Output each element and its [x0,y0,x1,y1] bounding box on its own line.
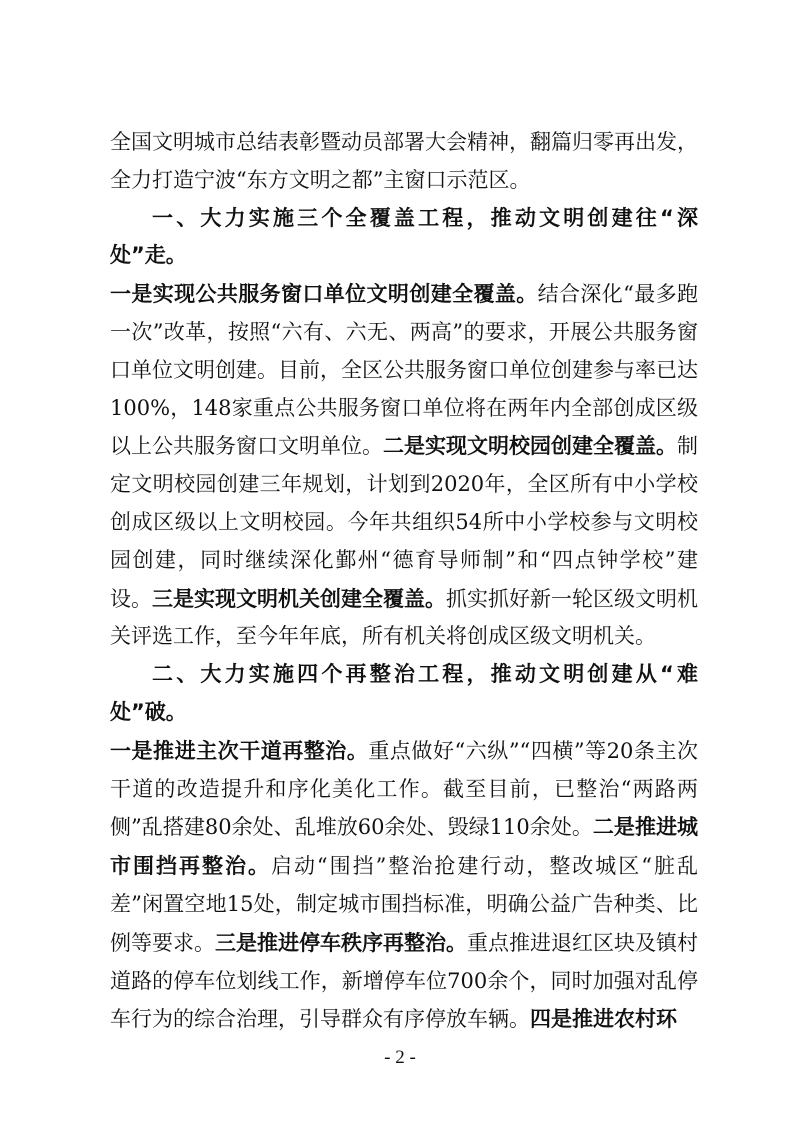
section-1-text-2: 制定文明校园创建三年规划，计划到2020年，全区所有中小学校创成区级以上文明校园。今年共组织54所中小学校参与文明校园创建，同时继续深化鄞州“德育导师制”和“四点钟学校”建设。 [110,434,698,611]
section-1-lead-1: 一是实现公共服务窗口单位文明创建全覆盖。 [110,281,538,307]
section-2-text-2: 启动“围挡”整治抢建行动，整改城区“脏乱差”闲置空地15处，制定城市围挡标准，明确公益广告种类、比例等要求。 [110,854,698,955]
section-1-lead-2: 二是实现文明校园创建全覆盖。 [383,433,677,459]
section-1-paragraph [110,275,698,656]
page-number: - 2 - [384,1047,416,1068]
section-1-lead-3: 三是实现文明机关创建全覆盖。 [152,585,446,611]
section-2-text-1: 重点做好“六纵”“四横”等20条主次干道的改造提升和序化美化工作。截至目前，已整治“两路两侧”乱搭建80余处、乱堆放60余处、毁绿110余处。 [110,738,698,840]
paragraph-intro [110,124,698,200]
intro-text: 全国文明城市总结表彰暨动员部署大会精神，翻篇归零再出发，全力打造宁波“东方文明之都”主窗口示范区。 [110,130,698,192]
section-2-lead-2: 二是推进城市围挡再整治。 [110,814,699,879]
section-2-paragraph [110,732,698,1039]
section-2-lead-3: 三是推进停车秩序再整治。 [215,929,467,955]
section-1-text-3: 抓实抓好新一轮区级文明机关评选工作，至今年年底，所有机关将创成区级文明机关。 [110,586,698,649]
section-2-heading: 二、大力实施四个再整治工程，推动文明创建从“难处”破。 [110,662,698,724]
section-2-text-3: 重点推进退红区块及镇村道路的停车位划线工作，新增停车位700余个，同时加强对乱停车行为的综合治理，引导群众有序停放车辆。 [110,930,698,1032]
document-body [110,124,698,1039]
section-2-lead-1: 一是推进主次干道再整治。 [110,737,369,763]
section-2-lead-4: 四是推进农村环 [530,1006,677,1032]
section-1-text-1: 结合深化“最多跑一次”改革，按照“六有、六无、两高”的要求，开展公共服务窗口单位文明创建。目前，全区公共服务窗口单位创建参与率已达100%，148家重点公共服务窗口单位将在两年内全部创成区级以上公共服务窗口文明单位。 [110,282,698,459]
section-1-heading: 一、大力实施三个全覆盖工程，推动文明创建往“深处”走。 [110,205,698,268]
